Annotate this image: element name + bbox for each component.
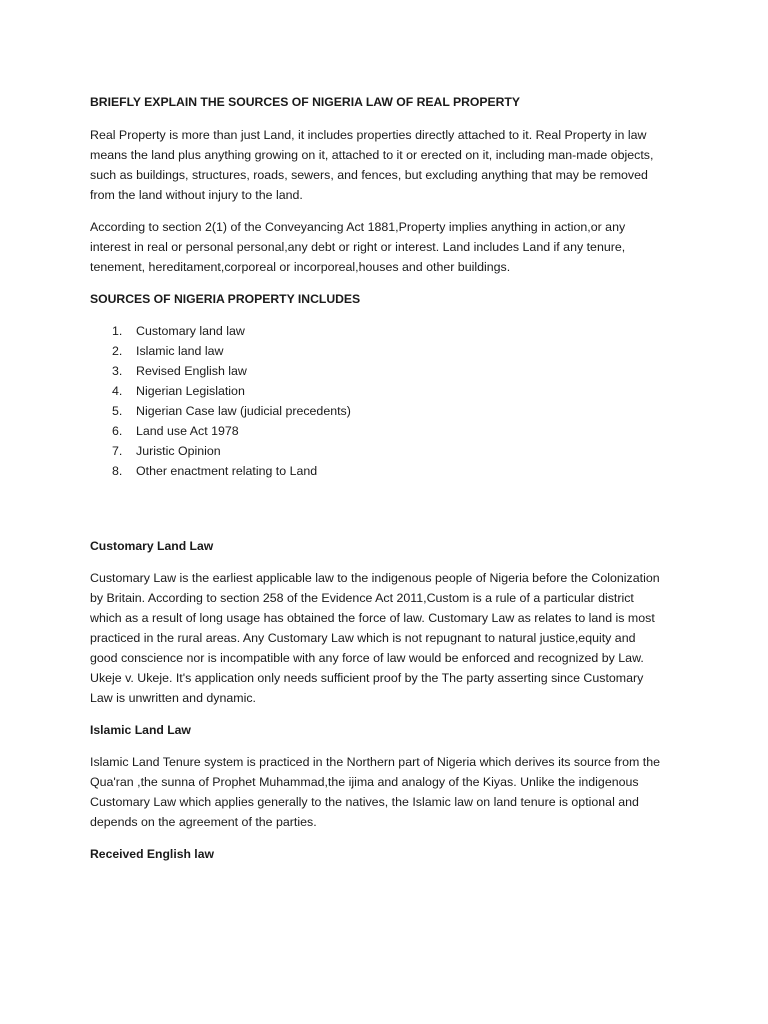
paragraph-line: According to section 2(1) of the Conveyancing Act 1881,Property implies anything in action,or any xyxy=(90,220,626,234)
paragraph-line: good conscience nor is incompatible with any force of law would be enforced and recognized by Law. xyxy=(90,651,644,665)
list-number: 1. xyxy=(112,324,123,338)
customary-heading: Customary Land Law xyxy=(90,539,214,553)
paragraph-real-property xyxy=(90,125,682,205)
list-text: Juristic Opinion xyxy=(136,444,221,458)
paragraph-line: practiced in the rural areas. Any Customary Law which is not repugnant to natural justice,equity and xyxy=(90,631,636,645)
islamic-heading: Islamic Land Law xyxy=(90,723,191,737)
paragraph-line: Qua'ran ,the sunna of Prophet Muhammad,the ijima and analogy of the Kiyas. Unlike the indigenous xyxy=(90,775,639,789)
list-item xyxy=(90,421,682,441)
paragraph-line: depends on the agreement of the parties. xyxy=(90,815,317,829)
list-item xyxy=(90,381,682,401)
paragraph-line: tenement, hereditament,corporeal or incorporeal,houses and other buildings. xyxy=(90,260,511,274)
list-item xyxy=(90,341,682,361)
paragraph-line: Real Property is more than just Land, it includes properties directly attached to it. Real Property in law xyxy=(90,128,647,142)
list-text: Other enactment relating to Land xyxy=(136,464,318,478)
paragraph-line: interest in real or personal personal,any debt or right or interest. Land includes Land if any tenure, xyxy=(90,240,626,254)
list-item xyxy=(90,461,682,481)
paragraph-islamic-law xyxy=(90,752,682,832)
sources-list xyxy=(90,321,682,481)
paragraph-line: Ukeje v. Ukeje. It's application only needs sufficient proof by the The party asserting since Customary xyxy=(90,671,644,685)
paragraph-line: means the land plus anything growing on it, attached to it or erected on it, including man-made objects, xyxy=(90,148,654,162)
list-text: Land use Act 1978 xyxy=(136,424,239,438)
list-text: Revised English law xyxy=(136,364,247,378)
list-item xyxy=(90,401,682,421)
list-text: Customary land law xyxy=(136,324,245,338)
paragraph-line: such as buildings, structures, roads, sewers, and fences, but excluding anything that may be removed xyxy=(90,168,648,182)
paragraph-conveyancing-act xyxy=(90,217,682,277)
paragraph-line: by Britain. According to section 258 of the Evidence Act 2011,Custom is a rule of a particular district xyxy=(90,591,634,605)
paragraph-line: which as a result of long usage has obtained the force of law. Customary Law as relates to land is most xyxy=(90,611,655,625)
list-number: 4. xyxy=(112,384,123,398)
paragraph-line: Customary Law is the earliest applicable law to the indigenous people of Nigeria before the Colonization xyxy=(90,571,660,585)
list-item xyxy=(90,321,682,341)
list-text: Islamic land law xyxy=(136,344,224,358)
paragraph-line: from the land without injury to the land. xyxy=(90,188,303,202)
list-number: 2. xyxy=(112,344,123,358)
document-title: BRIEFLY EXPLAIN THE SOURCES OF NIGERIA LAW OF REAL PROPERTY xyxy=(90,95,520,109)
list-number: 7. xyxy=(112,444,123,458)
list-number: 6. xyxy=(112,424,123,438)
sources-heading: SOURCES OF NIGERIA PROPERTY INCLUDES xyxy=(90,292,361,306)
list-item xyxy=(90,441,682,461)
list-text: Nigerian Legislation xyxy=(136,384,245,398)
paragraph-line: Islamic Land Tenure system is practiced in the Northern part of Nigeria which derives its source from the xyxy=(90,755,660,769)
paragraph-line: Law is unwritten and dynamic. xyxy=(90,691,256,705)
list-number: 8. xyxy=(112,464,123,478)
document-body xyxy=(90,92,682,864)
list-item xyxy=(90,361,682,381)
list-number: 5. xyxy=(112,404,123,418)
list-text: Nigerian Case law (judicial precedents) xyxy=(136,404,351,418)
paragraph-line: Customary Law which applies generally to the natives, the Islamic law on land tenure is optional and xyxy=(90,795,639,809)
paragraph-customary-law xyxy=(90,568,682,708)
list-number: 3. xyxy=(112,364,123,378)
received-english-heading: Received English law xyxy=(90,847,214,861)
